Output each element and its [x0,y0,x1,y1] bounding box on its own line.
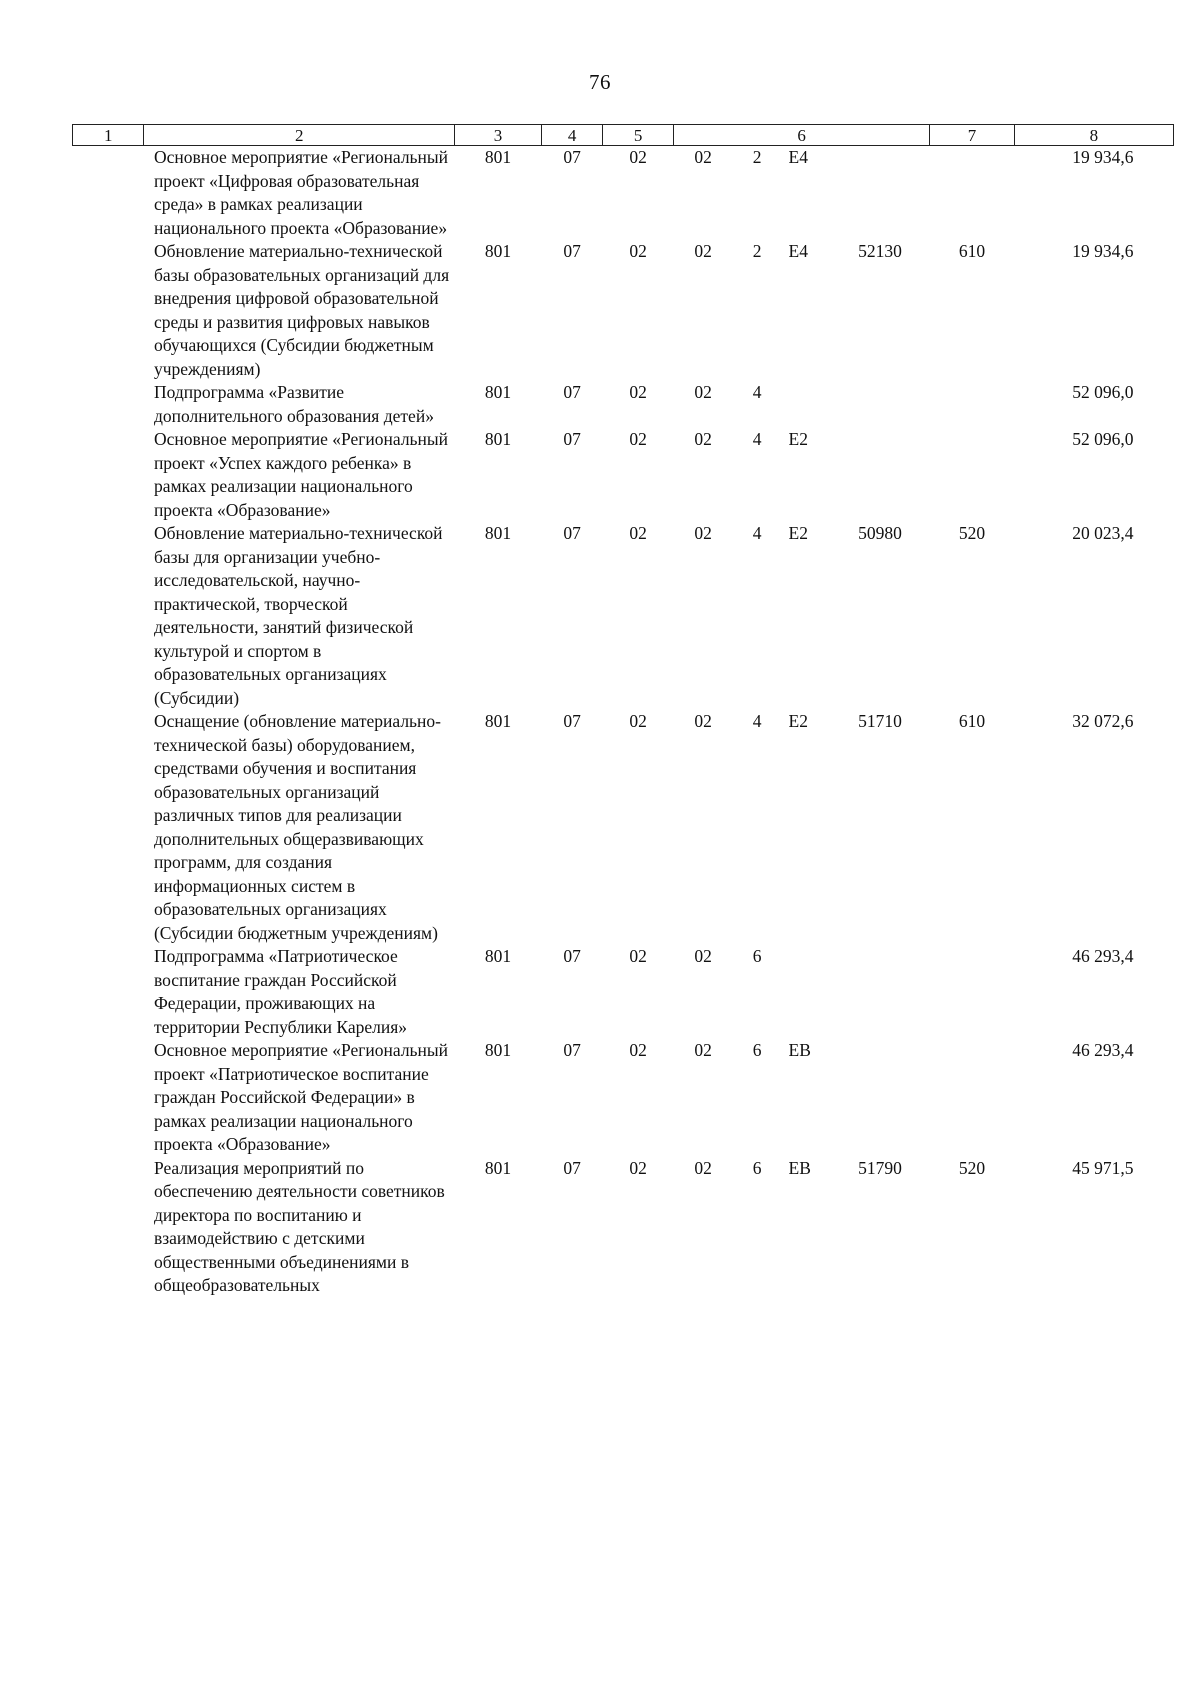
cell-col-6-direction: 51710 [858,711,902,731]
cell-col-1 [73,522,144,710]
header-row [73,125,1174,146]
cell-col-6-program: 02 [694,1040,712,1060]
cell-col-7 [930,381,1014,428]
cell-col-3: 801 [484,429,512,449]
cell-col-6-subprogram: 2 [752,147,762,167]
table-row [73,1039,1174,1157]
cell-col-4: 07 [563,523,581,543]
cell-col-7 [930,1039,1014,1157]
header-col-8: 8 [1014,125,1173,146]
cell-row-name: Основное мероприятие «Региональный проект «Успех каждого ребенка» в рамках реализации национального проекта «Образование» [153,429,449,520]
cell-col-6-project: E4 [788,147,808,167]
cell-col-1 [73,428,144,522]
cell-col-5: 02 [629,241,647,261]
cell-row-name: Реализация мероприятий по обеспечению деятельности советников директора по воспитанию и взаимодействию с детскими общественными объединениями в общеобразовательных [153,1157,445,1295]
table-row [73,710,1174,945]
cell-col-8-amount: 46 293,4 [1072,946,1134,966]
cell-col-3: 801 [484,946,512,966]
cell-col-1 [73,1157,144,1298]
cell-col-7: 610 [958,241,986,261]
cell-col-5: 02 [629,1157,647,1178]
cell-col-6-subprogram: 2 [752,241,762,261]
table-row [73,240,1174,381]
cell-col-6-project: EB [788,1040,811,1060]
cell-col-6-direction [830,428,930,522]
cell-col-8-amount: 19 934,6 [1072,147,1134,167]
cell-col-6-program: 02 [694,523,712,543]
cell-col-3: 801 [484,523,512,543]
cell-col-6-direction: 51790 [858,1157,902,1178]
cell-col-6-subprogram: 4 [752,523,762,543]
cell-col-6-project: E2 [788,711,808,731]
header-col-4: 4 [541,125,603,146]
cell-col-3: 801 [484,147,512,167]
cell-col-6-program: 02 [694,1157,712,1178]
header-col-3: 3 [455,125,542,146]
table-row [73,945,1174,1039]
cell-col-5: 02 [629,1040,647,1060]
cell-col-6-direction: 50980 [858,523,902,543]
cell-row-name: Оснащение (обновление материально-технической базы) оборудованием, средствами обучения и воспитания образовательных организаций различных типов для реализации дополнительных общеразвивающих программ, для создания информационных систем в образовательных организациях (Субсидии бюджетным учреждениям) [153,711,441,943]
table-row [73,428,1174,522]
table-row [73,381,1174,428]
cell-col-3: 801 [484,241,512,261]
cell-col-6-program: 02 [694,382,712,402]
cell-col-5: 02 [629,429,647,449]
cell-col-4: 07 [563,241,581,261]
cell-col-1 [73,146,144,241]
cell-col-8-amount: 45 971,5 [1072,1157,1134,1178]
cell-col-5: 02 [629,523,647,543]
table-row [73,146,1174,241]
cell-col-5: 02 [629,711,647,731]
cell-col-4: 07 [563,946,581,966]
cell-col-7: 520 [958,523,986,543]
cell-col-6-direction [830,1039,930,1157]
cell-col-4: 07 [563,1040,581,1060]
cell-col-6-subprogram: 6 [752,946,762,966]
cell-col-8-amount: 19 934,6 [1072,241,1134,261]
cell-col-4: 07 [563,429,581,449]
cell-col-5: 02 [629,147,647,167]
cell-col-7: 520 [958,1157,986,1178]
cell-col-4: 07 [563,147,581,167]
cell-col-3: 801 [484,1157,512,1178]
cell-col-7 [930,945,1014,1039]
cell-col-8-amount: 20 023,4 [1072,523,1134,543]
header-col-6: 6 [673,125,930,146]
budget-table [72,124,1174,1298]
cell-col-1 [73,240,144,381]
cell-col-1 [73,381,144,428]
cell-col-4: 07 [563,1157,581,1178]
cell-col-6-subprogram: 6 [752,1040,762,1060]
cell-col-1 [73,945,144,1039]
table-row [73,1157,1174,1298]
cell-row-name: Обновление материально-технической базы образовательных организаций для внедрения цифровой образовательной среды и развития цифровых навыков обучающихся (Субсидии бюджетным учреждениям) [153,241,450,379]
header-col-1: 1 [73,125,144,146]
cell-col-5: 02 [629,382,647,402]
cell-col-8-amount: 52 096,0 [1072,382,1134,402]
cell-col-6-program: 02 [694,429,712,449]
cell-col-6-direction [830,381,930,428]
cell-col-1 [73,1039,144,1157]
cell-col-3: 801 [484,1040,512,1060]
cell-col-6-program: 02 [694,147,712,167]
cell-col-6-subprogram: 4 [752,429,762,449]
cell-row-name: Подпрограмма «Патриотическое воспитание граждан Российской Федерации, проживающих на территории Республики Карелия» [153,946,408,1037]
cell-col-1 [73,710,144,945]
cell-col-4: 07 [563,382,581,402]
cell-col-6-program: 02 [694,241,712,261]
cell-col-6-direction [830,945,930,1039]
table-header [73,125,1174,146]
cell-col-6-project [782,381,831,428]
cell-col-6-subprogram: 6 [752,1157,762,1178]
cell-col-3: 801 [484,711,512,731]
cell-col-6-program: 02 [694,711,712,731]
cell-col-5: 02 [629,946,647,966]
cell-col-7 [930,428,1014,522]
page-number: 76 [589,70,611,94]
header-col-7: 7 [930,125,1014,146]
cell-col-6-project: E2 [788,429,808,449]
cell-col-6-direction: 52130 [858,241,902,261]
cell-col-8-amount: 32 072,6 [1072,711,1134,731]
cell-col-8-amount: 46 293,4 [1072,1040,1134,1060]
cell-col-6-program: 02 [694,946,712,966]
header-col-5: 5 [603,125,673,146]
cell-col-6-subprogram: 4 [752,382,762,402]
cell-col-6-project: EB [788,1157,811,1178]
cell-col-6-project: E4 [788,241,808,261]
cell-row-name: Подпрограмма «Развитие дополнительного образования детей» [153,382,434,426]
header-col-2: 2 [144,125,455,146]
cell-col-6-project [782,945,831,1039]
table-body [73,146,1174,1298]
cell-col-3: 801 [484,382,512,402]
cell-row-name: Основное мероприятие «Региональный проект «Цифровая образовательная среда» в рамках реализации национального проекта «Образование» [153,147,449,238]
cell-col-6-subprogram: 4 [752,711,762,731]
cell-col-6-direction [830,146,930,241]
cell-col-7 [930,146,1014,241]
cell-col-7: 610 [958,711,986,731]
table-row [73,522,1174,710]
cell-row-name: Основное мероприятие «Региональный проект «Патриотическое воспитание граждан Российской Федерации» в рамках реализации национального проекта «Образование» [153,1040,449,1154]
cell-col-4: 07 [563,711,581,731]
cell-row-name: Обновление материально-технической базы для организации учебно-исследовательской, научно-практической, творческой деятельности, занятий физической культурой и спортом в образовательных организациях (Субсидии) [153,523,443,708]
cell-col-8-amount: 52 096,0 [1072,429,1134,449]
cell-col-6-project: E2 [788,523,808,543]
